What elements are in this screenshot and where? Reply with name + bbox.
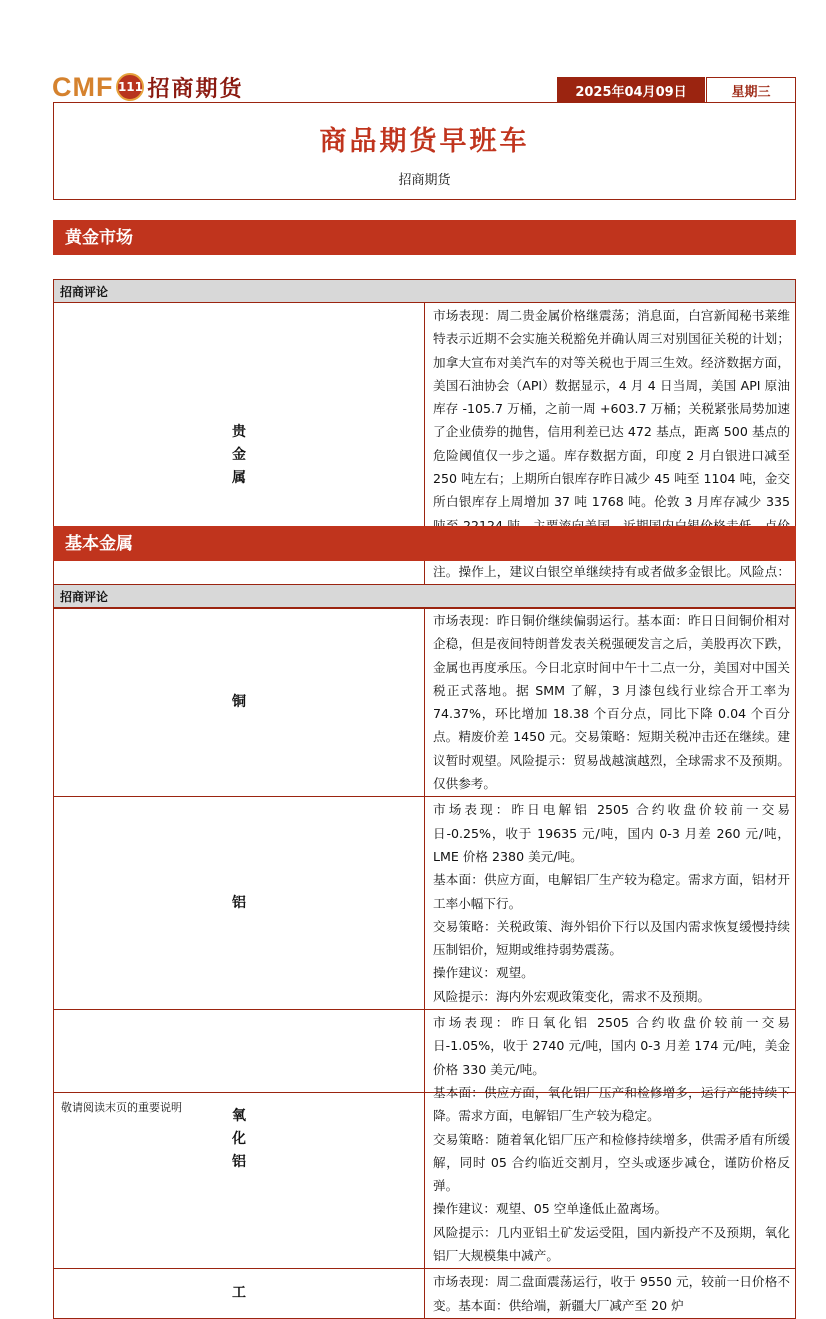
commodity-label-char: 属: [232, 469, 246, 486]
commodity-label: [54, 1010, 425, 1269]
commentary-paragraph: 市场表现：昨日氧化铝 2505 合约收盘价较前一交易日-1.05%，收于 2740 元/吨，国内 0-3 月差 174 元/吨，美金价格 330 美元/吨。: [433, 1015, 790, 1077]
commentary-paragraph: 操作建议：观望、05 空单逢低止盈离场。: [433, 1201, 668, 1217]
table-row: [54, 1010, 796, 1269]
table-row: [54, 303, 796, 609]
commentary-paragraph: 交易策略：随着氧化铝厂压产和检修持续增多，供需矛盾有所缓解，同时 05 合约临近交割月，空头或逐步减仓，谨防价格反弹。: [433, 1131, 790, 1194]
company-logo: [52, 70, 244, 104]
commentary-text: [425, 1010, 796, 1269]
section-title-gold: 黄金市场: [53, 220, 796, 255]
table-header: 招商评论: [54, 280, 796, 303]
commentary-text: [425, 303, 796, 609]
commentary-paragraph: 操作建议：观望。: [433, 965, 534, 981]
commodity-label: [54, 797, 425, 1010]
commodity-label-char: 氧: [232, 1107, 246, 1124]
table-header: 招商评论: [54, 585, 796, 608]
commodity-label-char: 金: [232, 446, 246, 463]
commentary-paragraph: 基本面：供应方面，氧化铝厂压产和检修增多，运行产能持续下降。需求方面，电解铝厂生产较为稳定。: [433, 1084, 790, 1124]
page-title: 商品期货早班车: [319, 126, 530, 157]
commodity-label-char: 铝: [232, 894, 246, 911]
commentary-paragraph: 市场表现：周二贵金属价格继震荡；消息面，白宫新闻秘书莱维特表示近期不会实施关税豁免并确认周三对别国征关税的计划；加拿大宣布对美汽车的对等关税也于周三生效。经济数据方面，美国石油协会（API）数据显示，4 月 4 日当周，美国 API 原油库存 -105.7 万桶，之前一周 +603.7 万桶；关税紧张局势加速了企业债券的抛售，信用利差已达 472 基点，距离 500 基点的危险阈值仅一步之遥。库存数据方面，印度 2 月白银进口减至 250 吨左右；上期所白银库存昨日减少 45 吨至 1104 吨，金交所白银库存上周增加 37 吨 1768 吨。伦敦 3 月库存减少 335 注。操作上，建议白银空单继续持有或者做多金银比。风险点：: [433, 308, 790, 580]
logo-brand: CMF: [52, 71, 114, 102]
commentary-paragraph: 市场表现：昨日电解铝 2505 合约收盘价较前一交易日-0.25%，收于 19635 元/吨，国内 0-3 月差 260 元/吨，LME 价格 2380 美元/吨。: [433, 802, 790, 864]
commentary-paragraph: 基本面：供应方面，电解铝厂生产较为稳定。需求方面，铝材开工率小幅下行。: [433, 872, 790, 911]
title-box: [53, 102, 796, 200]
commodity-label-char: 贵: [232, 423, 246, 440]
commentary-paragraph: 交易策略：关税政策、海外铝价下行以及国内需求恢复缓慢持续压制铝价，短期或维持弱势震荡。: [433, 918, 790, 958]
commentary-text: [425, 797, 796, 1010]
commodity-label: [54, 303, 425, 609]
logo-company-name: 招商期货: [147, 75, 244, 102]
commentary-paragraph: 风险提示：几内亚铝土矿发运受阻，国内新投产不及预期，氧化铝厂大规模集中减产。: [433, 1224, 790, 1264]
commodity-label-char: 铝: [232, 1153, 246, 1170]
commentary-paragraph: 风险提示：海内外宏观政策变化，需求不及预期。: [433, 988, 711, 1004]
section-title-base-metals: 基本金属: [53, 526, 796, 561]
commodity-label-char: 铜: [232, 693, 246, 710]
logo-emblem-icon: 111: [116, 73, 144, 101]
report-date: 2025年04月09日: [557, 77, 705, 103]
table-row: [54, 797, 796, 1010]
footer-note: 敬请阅读末页的重要说明: [61, 1101, 182, 1114]
page-subtitle: 招商期货: [398, 173, 451, 188]
commentary-paragraph: 市场表现：周二盘面震荡运行，收于 9550 元，较前一日价格不变。基本面：供给端，新疆大厂减产至 20 炉: [433, 1274, 790, 1313]
commodity-label: [54, 1269, 425, 1319]
footer-divider: [53, 1092, 796, 1093]
commentary-paragraph: 市场表现：昨日铜价继续偏弱运行。基本面：昨日日间铜价相对企稳，但是夜间特朗普发表关税强硬发言之后，美股再次下跌，金属也再度承压。今日北京时间中午十二点一分，美国对中国关税正式落地。据 SMM 了解，3 月漆包线行业综合开工率为 74.37%，环比增加 18.38 个百分点，同比下降 0.04 个百分点。精废价差 1450 元。交易策略：短期关税冲击还在继续。建议暂时观望。风险提示：贸易战越演越烈，全球需求不及预期。仅供参考。: [433, 613, 790, 792]
base-metals-commentary-table: [53, 584, 796, 1319]
table-row: [54, 1269, 796, 1319]
commodity-label-char: 工: [232, 1285, 246, 1302]
commentary-text: [425, 608, 796, 797]
commodity-label-char: 化: [232, 1130, 246, 1147]
commodity-label: [54, 608, 425, 797]
table-row: [54, 608, 796, 797]
report-weekday: 星期三: [706, 77, 796, 103]
commentary-text: [425, 1269, 796, 1319]
